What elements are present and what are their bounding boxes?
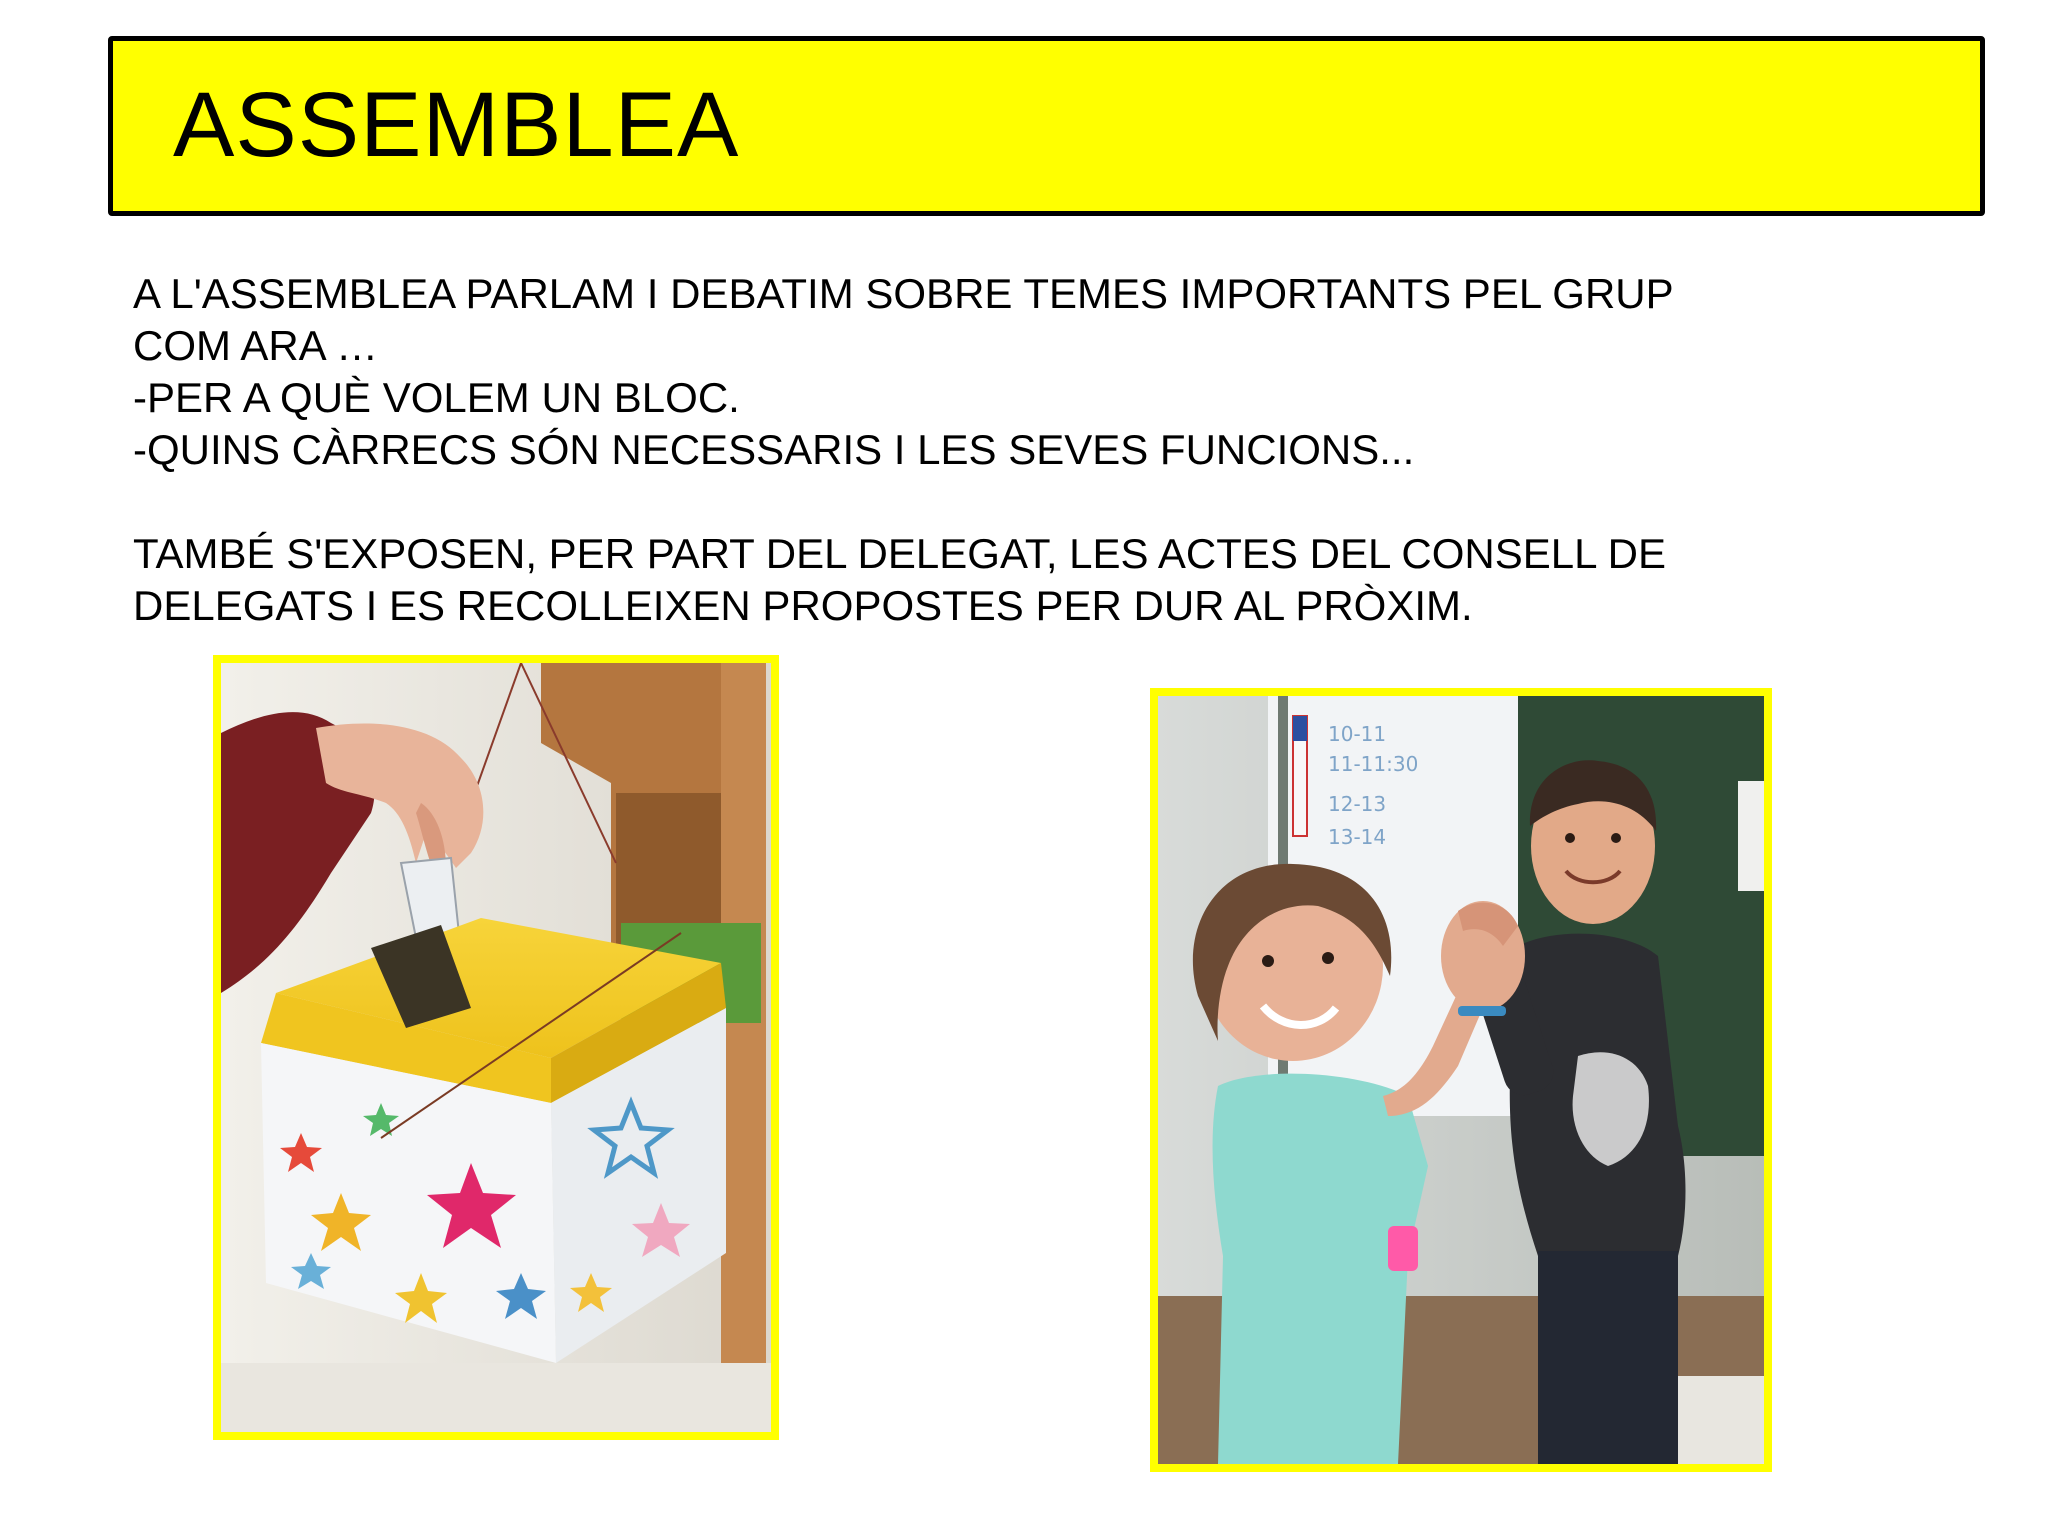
children-illustration: [1158, 696, 1764, 1464]
text-line: COM ARA …: [133, 322, 379, 369]
ballot-box-illustration: [221, 663, 771, 1432]
text-line: TAMBÉ S'EXPOSEN, PER PART DEL DELEGAT, LES ACTES DEL CONSELL DE: [133, 530, 1666, 577]
page-title: ASSEMBLEA: [173, 74, 740, 176]
text-line: A L'ASSEMBLEA PARLAM I DEBATIM SOBRE TEMES IMPORTANTS PEL GRUP: [133, 270, 1674, 317]
title-banner: [108, 36, 1985, 216]
paragraph-gap: [133, 476, 1933, 528]
text-line: DELEGATS I ES RECOLLEIXEN PROPOSTES PER DUR AL PRÒXIM.: [133, 582, 1473, 629]
text-line: -QUINS CÀRRECS SÓN NECESSARIS I LES SEVES FUNCIONS...: [133, 426, 1415, 473]
board-text: 12-13: [1328, 792, 1387, 816]
board-text: 11-11:30: [1328, 752, 1419, 776]
description-text: [133, 268, 1933, 632]
children-handshake-photo: [1150, 688, 1772, 1472]
board-text: 10-11: [1328, 722, 1387, 746]
board-text: 13-14: [1328, 825, 1387, 849]
text-line: -PER A QUÈ VOLEM UN BLOC.: [133, 374, 740, 421]
ballot-box-photo: [213, 655, 779, 1440]
